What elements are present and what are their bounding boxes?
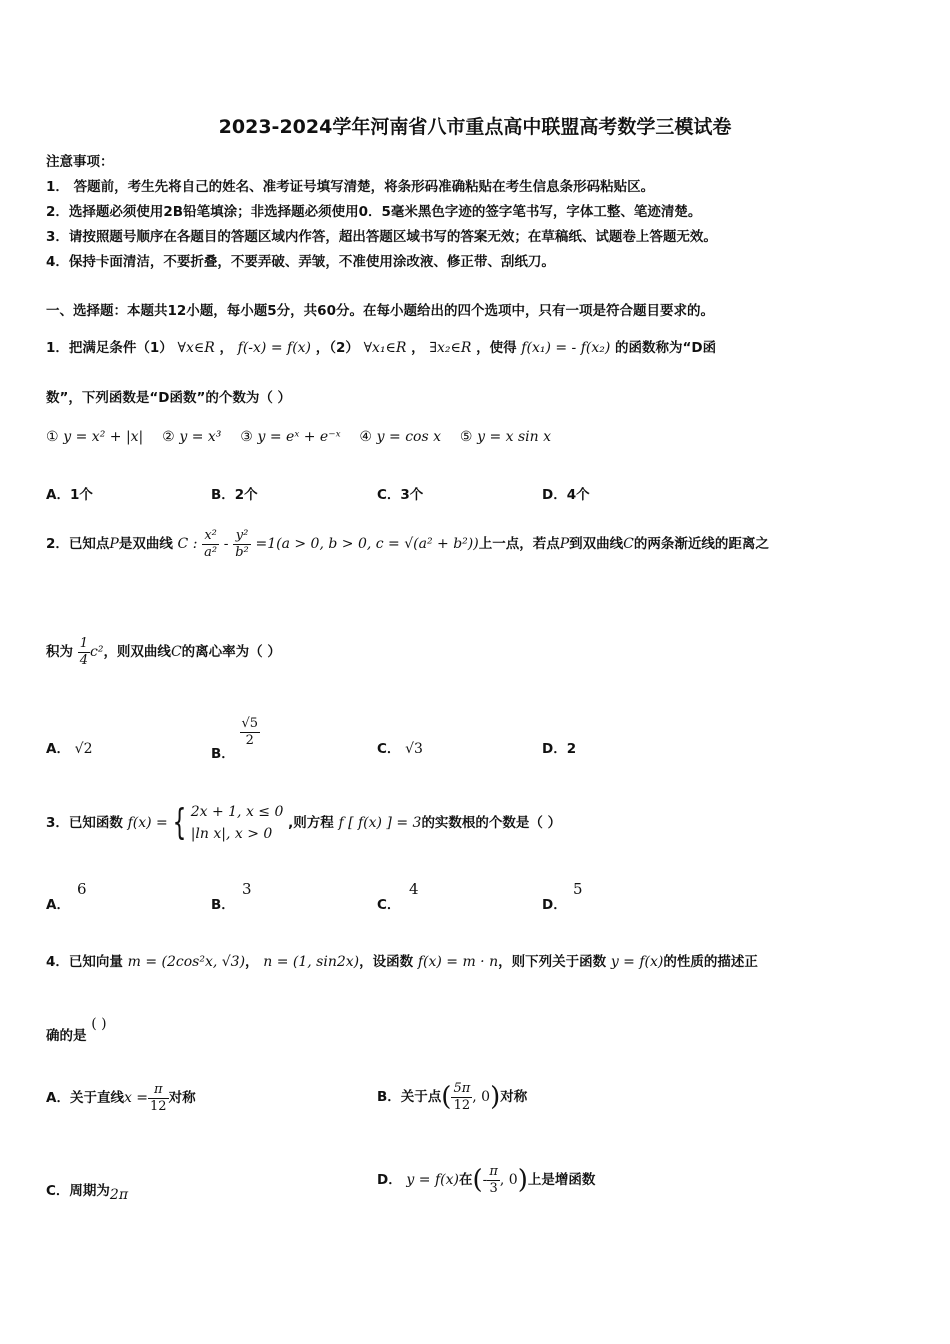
question-1-functions xyxy=(46,427,910,447)
q2-math: C xyxy=(623,536,634,552)
q3-math: f(x) = xyxy=(127,815,168,831)
q1-func-index: ② xyxy=(162,429,175,445)
q4-text: ，设函数 xyxy=(359,954,414,970)
q1-text: ， xyxy=(219,340,233,356)
q1-text: ，（2） xyxy=(315,340,359,356)
q3-brace: { xyxy=(172,802,187,843)
q2-math: C xyxy=(170,644,182,660)
q1-func: y = x³ xyxy=(179,429,222,445)
q2-option-a[interactable]: A． √2 xyxy=(46,741,93,757)
q2-math: =1(a > 0, b > 0, c = √(a² + b²)) xyxy=(255,536,479,552)
notice-item: 1． 答题前，考生先将自己的姓名、准考证号填写清楚，将条形码准确粘贴在考生信息条形码粘贴区。 xyxy=(46,179,655,195)
q1-text: 1．把满足条件（1） xyxy=(46,340,173,356)
q2-text: 的两条渐近线的距离之 xyxy=(633,536,769,552)
q1-math: f(-x) = f(x) xyxy=(237,340,312,356)
q2-fraction: $\frac{1}{4}$ xyxy=(79,635,88,668)
q2-math: P xyxy=(109,536,119,552)
notice-item: 2．选择题必须使用2B铅笔填涂；非选择题必须使用0．5毫米黑色字迹的签字笔书写，字体工整、笔迹清楚。 xyxy=(46,204,702,220)
q1-math: ∀x₁∈R xyxy=(363,340,407,356)
q2-math: C : xyxy=(177,536,198,552)
q2-text: 是双曲线 xyxy=(118,536,173,552)
q4-vector-m: m = (2cos²x, √3) xyxy=(127,954,246,970)
notice-heading: 注意事项： xyxy=(46,154,114,170)
q3-option-c-value: 4 xyxy=(409,880,419,898)
q3-cases: 2x + 1, x ≤ 0 |ln x|, x > 0 xyxy=(190,804,284,842)
notice-item: 4．保持卡面清洁，不要折叠，不要弄破、弄皱，不准使用涂改液、修正带、刮纸刀。 xyxy=(46,254,555,270)
q3-option-c[interactable]: C． xyxy=(377,897,401,913)
q2-math: - xyxy=(223,536,229,552)
q1-math: f(x₁) = - f(x₂) xyxy=(521,340,611,356)
q1-option-d[interactable]: D．4个 xyxy=(542,487,590,503)
q3-text: 的实数根的个数是（ ） xyxy=(421,815,562,831)
q3-text: 3．已知函数 xyxy=(46,815,123,831)
q1-text: ，使得 xyxy=(476,340,517,356)
q4-option-a[interactable]: A．关于直线x = $\frac{\pi}{12}$ 对称 xyxy=(46,1081,196,1114)
q4-text: 确的是 xyxy=(46,1028,87,1044)
q1-text: 的函数称为“D函 xyxy=(615,340,717,356)
q4-text: ， xyxy=(245,954,259,970)
q1-func-index: ⑤ xyxy=(459,429,473,445)
q3-option-a[interactable]: A． xyxy=(46,897,70,913)
question-2-stem xyxy=(46,524,910,564)
q1-math: ∃x₂∈R xyxy=(429,340,472,356)
q4-option-d[interactable]: D． y = f(x)在(- $\frac{\pi}{3}$ , 0)上是增函数 xyxy=(377,1163,596,1196)
q1-text: ， xyxy=(411,340,425,356)
q2-option-value: $\frac{√5}{2}$ xyxy=(241,716,259,748)
q4-math: f(x) = m · n xyxy=(417,954,499,970)
q3-math: f [ f(x) ] = 3 xyxy=(338,815,422,831)
question-1-stem xyxy=(46,338,910,358)
question-3-stem xyxy=(46,797,910,849)
q1-option-b[interactable]: B．2个 xyxy=(211,487,258,503)
q1-func: y = x² + |x| xyxy=(63,429,144,445)
q1-func-index: ③ xyxy=(240,429,253,445)
q2-text: ，则双曲线 xyxy=(103,644,171,660)
notice-item: 3．请按照题号顺序在各题目的答题区域内作答，超出答题区域书写的答案无效；在草稿纸、试题卷上答题无效。 xyxy=(46,229,717,245)
q4-vector-n: n = (1, sin2x) xyxy=(263,954,360,970)
q2-text: 到双曲线 xyxy=(569,536,624,552)
q4-answer-paren: ( ) xyxy=(91,1016,107,1032)
q1-func: y = cos x xyxy=(376,429,441,445)
q2-text: 2．已知点 xyxy=(46,536,110,552)
q1-math: ∀x∈R xyxy=(177,340,215,356)
q2-math: P xyxy=(559,536,570,552)
question-1-stem-line2: 数”，下列函数是“D函数”的个数为（ ） xyxy=(46,390,292,406)
q2-option-b[interactable]: B． $\frac{√5}{2}$ xyxy=(211,716,259,762)
q3-option-b-value: 3 xyxy=(242,880,252,898)
q2-option-c[interactable]: C． √3 xyxy=(377,741,423,757)
q4-option-c[interactable]: C．周期为2π xyxy=(46,1183,129,1203)
q1-func: y = x sin x xyxy=(477,429,551,445)
q3-option-b[interactable]: B． xyxy=(211,897,235,913)
q2-option-value: √2 xyxy=(74,741,93,757)
q4-text: 的性质的描述正 xyxy=(663,954,758,970)
q3-option-d[interactable]: D． xyxy=(542,897,567,913)
question-4-stem xyxy=(46,948,910,976)
q3-option-d-value: 5 xyxy=(573,880,583,898)
q2-fraction: $\frac{\text{y²}}{\text{b²}}$ xyxy=(235,527,249,560)
q1-func-index: ① xyxy=(46,429,59,445)
q2-fraction: $\frac{\text{x²}}{\text{a²}}$ xyxy=(204,527,218,560)
q3-option-a-value: 6 xyxy=(77,880,87,898)
q2-option-d[interactable]: D．2 xyxy=(542,741,577,757)
question-4-stem-line2 xyxy=(46,1016,910,1046)
q1-option-c[interactable]: C．3个 xyxy=(377,487,424,503)
q3-text: ,则方程 xyxy=(288,815,334,831)
q2-text: 上一点，若点 xyxy=(478,536,560,552)
question-2-stem-line2 xyxy=(46,632,910,672)
section-heading: 一、选择题：本题共12小题，每小题5分，共60分。在每小题给出的四个选项中，只有一项是符合题目要求的。 xyxy=(46,303,714,319)
q2-text: 的离心率为（ ） xyxy=(181,644,281,660)
q4-text: 4．已知向量 xyxy=(46,954,123,970)
q1-func: y = eˣ + e⁻ˣ xyxy=(257,429,341,445)
q2-option-value: √3 xyxy=(405,741,423,757)
q1-option-a[interactable]: A．1个 xyxy=(46,487,93,503)
q2-text: 积为 xyxy=(46,644,73,660)
q4-math: y = f(x) xyxy=(610,954,664,970)
page-title: 2023-2024学年河南省八市重点高中联盟高考数学三模试卷 xyxy=(218,116,732,138)
q4-text: ，则下列关于函数 xyxy=(498,954,607,970)
q2-math: c² xyxy=(89,644,104,660)
q4-option-b[interactable]: B．关于点( $\frac{5\pi}{12}$ , 0)对称 xyxy=(377,1080,528,1113)
q1-func-index: ④ xyxy=(359,429,372,445)
